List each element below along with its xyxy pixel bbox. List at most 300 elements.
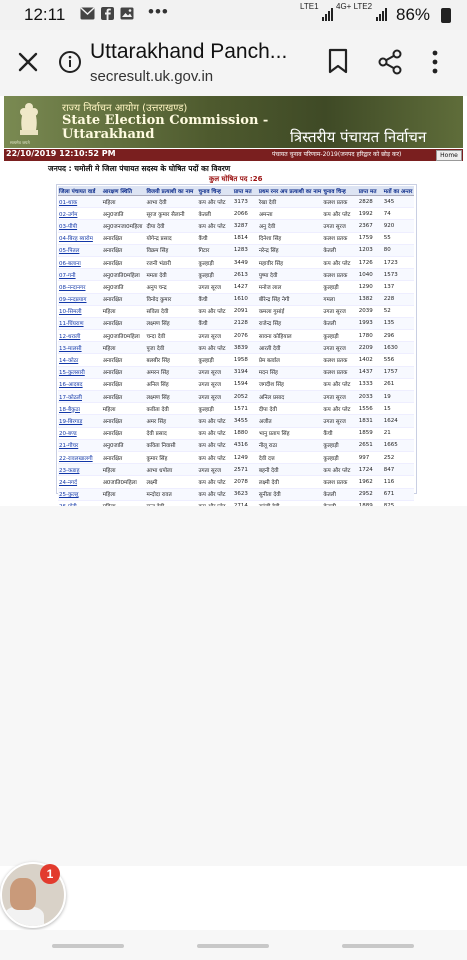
table-row (58, 208, 414, 220)
table-cell: उगता सूरज (197, 378, 232, 390)
table-cell: मदन सिंह (258, 366, 323, 378)
ward-link[interactable]: 05-पितल (58, 244, 102, 256)
results-table (58, 186, 414, 513)
table-cell: 4316 (233, 439, 258, 451)
table-cell: सावना कोहियाल (258, 330, 323, 342)
table-cell: बीरेन्द्र सिंह नेगी (258, 293, 323, 305)
table-cell: उगता सूरज (197, 281, 232, 293)
table-cell: 1610 (233, 293, 258, 305)
column-header: प्राप्त मत (233, 186, 258, 196)
table-cell: 137 (383, 281, 414, 293)
table-row (58, 488, 414, 500)
back-button[interactable] (342, 944, 414, 948)
table-cell: कप और प्लेट (197, 451, 232, 463)
table-cell: कलश प्रतक (322, 269, 357, 281)
close-icon[interactable] (14, 48, 42, 76)
mail-icon (80, 7, 95, 20)
table-row (58, 281, 414, 293)
table-cell: 2651 (358, 439, 383, 451)
table-row (58, 451, 414, 463)
table-cell: 920 (383, 220, 414, 232)
table-cell: 296 (383, 330, 414, 342)
table-cell: अनारक्षित (102, 415, 146, 427)
table-cell: विनोद कुमार (145, 293, 197, 305)
table-cell: भानु प्रताप सिंह (258, 427, 323, 439)
table-cell: 1958 (233, 354, 258, 366)
column-header: चुनाव चिन्ह (197, 186, 232, 196)
recent-apps-button[interactable] (52, 944, 124, 948)
table-row (58, 244, 414, 256)
table-cell: दीपा देवी (258, 403, 323, 415)
table-row (58, 476, 414, 488)
table-cell: 1573 (383, 269, 414, 281)
table-cell: 1437 (358, 366, 383, 378)
banner-english-title-1: State Election Commission - (62, 113, 269, 128)
home-button[interactable]: Home (436, 150, 462, 161)
table-header-row (58, 186, 414, 196)
table-cell: 1962 (358, 476, 383, 488)
table-row (58, 232, 414, 244)
table-cell: 1382 (358, 293, 383, 305)
table-row (58, 342, 414, 354)
table-cell: 52 (383, 305, 414, 317)
table-cell: अनु0जाति (102, 281, 146, 293)
table-cell: कुल्हाड़ी (322, 281, 357, 293)
clock: 12:11 (24, 5, 66, 24)
table-cell: 1427 (233, 281, 258, 293)
table-cell: अनारक्षित (102, 354, 146, 366)
table-cell: 671 (383, 488, 414, 500)
table-cell: उगता सूरज (197, 391, 232, 403)
table-cell: महिला (102, 196, 146, 208)
table-cell: 15 (383, 403, 414, 415)
table-cell: मन्दोदा रावत (145, 488, 197, 500)
web-content (0, 96, 467, 506)
table-cell: महिला (102, 488, 146, 500)
site-banner (4, 96, 463, 148)
bookmark-icon[interactable] (327, 48, 349, 74)
column-header: प्रथम रनर अप प्रत्याशी का नाम (258, 186, 323, 196)
table-cell: 3173 (233, 196, 258, 208)
table-cell: कुल्हाड़ी (322, 439, 357, 451)
table-cell: दिनेशा सिंह (258, 232, 323, 244)
table-cell: कप और प्लेट (197, 342, 232, 354)
table-cell: प्रेम बर्त्वाल (258, 354, 323, 366)
ward-link[interactable]: 14-कोठा (58, 354, 102, 366)
table-cell: उगता सूरज (322, 415, 357, 427)
info-icon[interactable] (58, 50, 82, 74)
table-cell: लक्ष्मी देवी (258, 476, 323, 488)
table-cell: कैंची (197, 317, 232, 329)
table-cell: 1993 (358, 317, 383, 329)
table-cell: कप और प्लेट (197, 196, 232, 208)
table-cell: 74 (383, 208, 414, 220)
table-cell: बलबीर सिंह (145, 354, 197, 366)
table-cell: कैंची (197, 293, 232, 305)
table-cell: 228 (383, 293, 414, 305)
table-cell: कलश प्रतक (322, 354, 357, 366)
column-header: आरक्षण स्थिति (102, 186, 146, 196)
ward-link[interactable]: 08-नन्दानगर (58, 281, 102, 293)
table-cell: 1880 (233, 427, 258, 439)
table-cell: कुमार सिंह (145, 451, 197, 463)
table-cell: 1759 (358, 232, 383, 244)
table-cell: 3287 (233, 220, 258, 232)
table-cell: 2828 (358, 196, 383, 208)
table-cell: 135 (383, 317, 414, 329)
ward-link[interactable]: 19-बिरगाड़ (58, 415, 102, 427)
table-cell: महिला (102, 464, 146, 476)
ward-link[interactable]: 13-मालसी (58, 342, 102, 354)
table-cell: अनु0जाति (102, 439, 146, 451)
table-cell: 1814 (233, 232, 258, 244)
column-header: प्राप्त मत (358, 186, 383, 196)
table-cell: अनारक्षित (102, 378, 146, 390)
table-cell: कप और प्लेट (322, 256, 357, 268)
table-cell: अनु0जाति0महिला (102, 330, 146, 342)
ward-link[interactable]: 04-बिरह ब्यारोम (58, 232, 102, 244)
table-cell: महिला (102, 342, 146, 354)
ward-link[interactable]: 10-सिमली (58, 305, 102, 317)
table-cell: कमला गुसांई (258, 305, 323, 317)
table-cell: 3623 (233, 488, 258, 500)
table-row (58, 439, 414, 451)
table-cell: 21 (383, 427, 414, 439)
table-cell: अनारक्षित (102, 451, 146, 463)
table-cell: 2571 (233, 464, 258, 476)
table-row (58, 391, 414, 403)
ward-link[interactable]: 25-कुल्लू (58, 488, 102, 500)
table-cell: विक्रम सिंह (145, 244, 197, 256)
table-cell: अनारक्षित (102, 256, 146, 268)
table-row (58, 330, 414, 342)
ward-link[interactable]: 03-पीपी (58, 220, 102, 232)
table-row (58, 269, 414, 281)
table-cell: 2209 (358, 342, 383, 354)
table-cell: कुल्हाड़ी (197, 269, 232, 281)
emblem-caption: सत्यमेव जयते (10, 140, 30, 145)
table-cell: 1402 (358, 354, 383, 366)
table-cell: योगेन्द्र प्रसाद (145, 232, 197, 244)
table-cell: कविता निवासी (145, 439, 197, 451)
ward-link[interactable]: 17-कोठली (58, 391, 102, 403)
banner-right-title: त्रिस्तरीय पंचायत निर्वाचन (290, 128, 427, 146)
table-cell: महिला (102, 403, 146, 415)
table-cell: गमला (322, 293, 357, 305)
ward-link[interactable]: 02-उर्गम (58, 208, 102, 220)
table-cell: कैंची (197, 232, 232, 244)
table-cell: 2052 (233, 391, 258, 403)
page-title: Uttarakhand Panch... (90, 40, 288, 63)
table-cell: कलश प्रतक (322, 476, 357, 488)
table-cell: अनारक्षित (102, 391, 146, 403)
table-row (58, 378, 414, 390)
table-cell: अनु0जनजा0महिला (102, 220, 146, 232)
table-cell: अ0जाति0महिला (102, 476, 146, 488)
empty-page-area (0, 506, 467, 866)
table-cell: कप और प्लेट (197, 220, 232, 232)
table-cell: अमर सिंह (145, 415, 197, 427)
table-cell: 1724 (358, 464, 383, 476)
table-cell: दीपा देवी (145, 220, 197, 232)
table-cell: 556 (383, 354, 414, 366)
notification-icons (80, 7, 134, 20)
banner-english-title-2: Uttarakhand (62, 127, 155, 142)
table-cell: सविता देवी (145, 305, 197, 317)
table-cell: 2066 (233, 208, 258, 220)
table-cell: देवी दत्त (258, 451, 323, 463)
table-cell: 55 (383, 232, 414, 244)
home-nav-button[interactable] (197, 944, 269, 948)
table-cell: 80 (383, 244, 414, 256)
signal-2-icon (376, 8, 387, 21)
table-cell: 997 (358, 451, 383, 463)
table-cell: 19 (383, 391, 414, 403)
sim2-label: 4G+ LTE2 (336, 2, 373, 11)
table-row (58, 415, 414, 427)
table-cell: 3449 (233, 256, 258, 268)
table-cell: अनारक्षित (102, 317, 146, 329)
table-cell: 116 (383, 476, 414, 488)
unread-badge: 1 (40, 864, 60, 884)
table-cell: कुल्हाड़ी (322, 330, 357, 342)
table-cell: कप और प्लेट (197, 305, 232, 317)
ward-link[interactable]: 09-नन्दप्रयाग (58, 293, 102, 305)
table-cell: उगता सूरज (322, 305, 357, 317)
table-cell: कप और प्लेट (322, 378, 357, 390)
table-cell: अनु0जाति (102, 208, 146, 220)
banner-hindi-title: राज्य निर्वाचन आयोग (उत्तराखण्ड) (62, 103, 188, 114)
table-cell: 2039 (358, 305, 383, 317)
table-row (58, 305, 414, 317)
table-cell: अमरन सिंह (145, 366, 197, 378)
table-cell: कलश प्रतक (322, 232, 357, 244)
table-cell: 1203 (358, 244, 383, 256)
table-cell: जगदीश सिंह (258, 378, 323, 390)
table-cell: चन्दा देवी (145, 330, 197, 342)
table-cell: 1630 (383, 342, 414, 354)
table-cell: 261 (383, 378, 414, 390)
table-cell: 3839 (233, 342, 258, 354)
table-cell: 847 (383, 464, 414, 476)
table-cell: लक्ष्मण सिंह (145, 391, 197, 403)
table-cell: 2076 (233, 330, 258, 342)
table-cell: 1249 (233, 451, 258, 463)
table-cell: 1290 (358, 281, 383, 293)
table-cell: कुल्हाड़ी (197, 354, 232, 366)
sim1-label: LTE1 (300, 2, 319, 11)
table-cell: 1757 (383, 366, 414, 378)
table-row (58, 293, 414, 305)
table-row (58, 366, 414, 378)
avatar-face (10, 878, 36, 910)
table-row (58, 464, 414, 476)
table-cell: कप और प्लेट (322, 403, 357, 415)
election-results-page (4, 96, 463, 499)
table-cell: गिटार (197, 244, 232, 256)
table-cell: अजीत (258, 415, 323, 427)
more-notifications-icon: ••• (148, 2, 169, 21)
signal-1-icon (322, 8, 333, 21)
table-cell: कैंची (322, 427, 357, 439)
results-heading: जनपद : चमोली मे जिला पंचायत सदस्य के घोषित पदों का विवरण (48, 164, 231, 173)
table-cell: महिला (102, 305, 146, 317)
info-strip (4, 149, 463, 161)
table-cell: कुल्हाड़ी (197, 403, 232, 415)
table-cell: उगता सूरज (322, 220, 357, 232)
table-cell: उगता सूरज (197, 464, 232, 476)
table-cell: 1780 (358, 330, 383, 342)
table-cell: कप और प्लेट (197, 415, 232, 427)
table-cell: 1992 (358, 208, 383, 220)
table-cell: राजेन्द्र सिंह (258, 317, 323, 329)
table-cell: देवी प्रसाद (145, 427, 197, 439)
table-cell: सूरज कुमार सैलानी (145, 208, 197, 220)
table-row (58, 196, 414, 208)
table-row (58, 317, 414, 329)
ward-link[interactable]: 22-रावलखालगी (58, 451, 102, 463)
table-cell: कप और प्लेट (322, 464, 357, 476)
national-emblem-icon (12, 98, 46, 142)
page-datetime: 22/10/2019 12:10:52 PM (6, 149, 116, 158)
ward-link[interactable]: 11-घिंघराण (58, 317, 102, 329)
facebook-icon (101, 7, 114, 20)
table-cell: अनिल सिंह (145, 378, 197, 390)
table-cell: अनारक्षित (102, 232, 146, 244)
column-header: मतों का अन्तर (383, 186, 414, 196)
browser-toolbar (0, 30, 467, 97)
table-cell: ममता देवी (145, 269, 197, 281)
table-cell: उगता सूरज (322, 391, 357, 403)
table-cell: उगता सूरज (322, 342, 357, 354)
table-cell: अनारक्षित (102, 244, 146, 256)
table-cell: 1571 (233, 403, 258, 415)
table-cell: मनोज लाल (258, 281, 323, 293)
table-cell: रेखा देवी (258, 196, 323, 208)
page-url[interactable]: secresult.uk.gov.in (90, 68, 214, 85)
ward-link[interactable]: 12-थराली (58, 330, 102, 342)
table-cell: अनु देवी (258, 220, 323, 232)
table-cell: कलश प्रतक (322, 366, 357, 378)
column-header: विजयी प्रत्याशी का नाम (145, 186, 197, 196)
table-cell: कप और प्लेट (322, 208, 357, 220)
table-row (58, 256, 414, 268)
table-row (58, 403, 414, 415)
ward-link[interactable]: 15-कुलसारी (58, 366, 102, 378)
results-notice: पंचायत चुनाव परिणाम-2019(जनपद हरिद्वार को छोड़ कर) (272, 151, 402, 158)
table-cell: अनारक्षित (102, 366, 146, 378)
table-cell: नीलू राठा (258, 439, 323, 451)
more-menu-icon[interactable] (430, 48, 440, 76)
table-cell: कवीता देवी (145, 403, 197, 415)
table-cell: 1665 (383, 439, 414, 451)
system-nav-bar (0, 930, 467, 960)
ward-link[interactable]: 06-बलाना (58, 256, 102, 268)
column-header: चुनाव चिन्ह (322, 186, 357, 196)
table-cell: 3455 (233, 415, 258, 427)
battery-level: 86% (396, 5, 431, 24)
table-cell: केतली (322, 317, 357, 329)
table-cell: अनिल प्रसाद (258, 391, 323, 403)
status-bar (0, 0, 467, 30)
table-cell: कप और प्लेट (197, 427, 232, 439)
table-cell: कप और प्लेट (197, 439, 232, 451)
column-header: जिला पंचायत वार्ड (58, 186, 102, 196)
share-icon[interactable] (376, 48, 404, 76)
table-cell: 1594 (233, 378, 258, 390)
table-cell: अनु0जाति0महिला (102, 269, 146, 281)
table-cell: कुल्हाड़ी (322, 451, 357, 463)
ward-link[interactable]: 21-गौचर (58, 439, 102, 451)
table-cell: अनारक्षित (102, 427, 146, 439)
table-cell: 2367 (358, 220, 383, 232)
table-cell: कलश प्रतक (322, 196, 357, 208)
table-cell: 1040 (358, 269, 383, 281)
table-cell: कप और प्लेट (197, 476, 232, 488)
table-cell: कप और प्लेट (197, 488, 232, 500)
table-cell: 2613 (233, 269, 258, 281)
table-cell: लक्ष्मी (145, 476, 197, 488)
table-cell: पुष्पा देवी (258, 269, 323, 281)
battery-icon (441, 8, 451, 23)
table-cell: 1624 (383, 415, 414, 427)
table-cell: महावीर सिंह (258, 256, 323, 268)
table-cell: 1831 (358, 415, 383, 427)
ward-link[interactable]: 23-कडाह (58, 464, 102, 476)
table-cell: 2128 (233, 317, 258, 329)
table-cell: आरती देवी (258, 342, 323, 354)
ward-link[interactable]: 24-नगर्द (58, 476, 102, 488)
table-cell: 1283 (233, 244, 258, 256)
table-cell: 2952 (358, 488, 383, 500)
table-cell: कुल्हाड़ी (197, 256, 232, 268)
table-cell: 2091 (233, 305, 258, 317)
table-cell: बहनी देवी (258, 464, 323, 476)
ward-link[interactable]: 07-गनी (58, 269, 102, 281)
table-cell: आभा देवी (145, 196, 197, 208)
table-cell: सुनीता देवी (258, 488, 323, 500)
table-cell: 1726 (358, 256, 383, 268)
ward-link[interactable]: 20-बण्ड (58, 427, 102, 439)
ward-link[interactable]: 18-बैकुठा (58, 403, 102, 415)
table-cell: 1723 (383, 256, 414, 268)
table-cell: उगता सूरज (197, 330, 232, 342)
ward-link[interactable]: 16-आदबद (58, 378, 102, 390)
table-cell: रजनी भंडारी (145, 256, 197, 268)
table-cell: अनुप चन्द्र (145, 281, 197, 293)
table-cell: 2033 (358, 391, 383, 403)
table-cell: 1859 (358, 427, 383, 439)
table-cell: 1333 (358, 378, 383, 390)
table-cell: अनारक्षित (102, 293, 146, 305)
table-cell: 2078 (233, 476, 258, 488)
table-cell: 3194 (233, 366, 258, 378)
table-cell: अमन्ता (258, 208, 323, 220)
table-cell: लक्ष्मण सिंह (145, 317, 197, 329)
gallery-icon (120, 7, 134, 20)
table-cell: केतली (322, 488, 357, 500)
table-cell: 345 (383, 196, 414, 208)
ward-link[interactable]: 01-थाक (58, 196, 102, 208)
table-cell: 252 (383, 451, 414, 463)
table-row (58, 354, 414, 366)
table-row (58, 220, 414, 232)
table-cell: 1556 (358, 403, 383, 415)
table-cell: उगता सूरज (197, 366, 232, 378)
table-cell: आभा धपोला (145, 464, 197, 476)
table-row (58, 427, 414, 439)
table-cell: केतली (322, 244, 357, 256)
